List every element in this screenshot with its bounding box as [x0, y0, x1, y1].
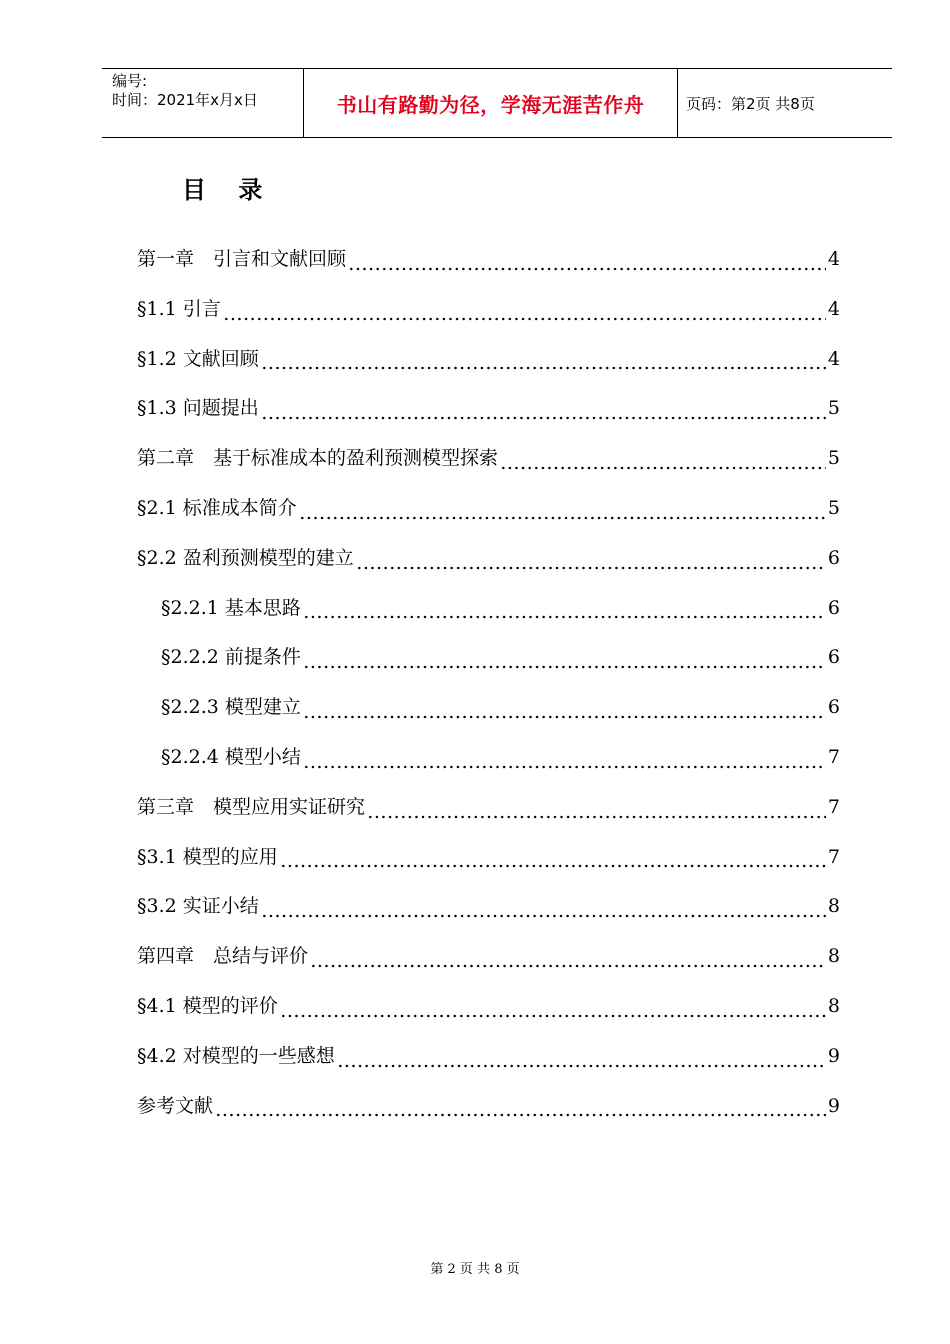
toc-entry-page: 7 [827, 795, 840, 818]
header-page-info [678, 69, 892, 137]
toc-entry-page: 6 [827, 696, 840, 719]
toc-entry-label: §2.2.1 基本思路 [161, 596, 301, 619]
toc-entry[interactable] [137, 882, 840, 932]
toc-entry[interactable] [137, 384, 840, 434]
toc-leader-dots [215, 1095, 826, 1117]
toc-entry-label: §2.2.2 前提条件 [161, 646, 301, 669]
toc-leader-dots [261, 398, 826, 420]
page-header [102, 68, 892, 138]
toc-entry-label: §1.2 文献回顾 [137, 347, 259, 370]
toc-entry-label: §4.2 对模型的一些感想 [137, 1044, 335, 1067]
toc-entry-label: §1.3 问题提出 [137, 397, 259, 420]
toc-leader-dots [310, 946, 826, 968]
toc-entry-label: 第一章 引言和文献回顾 [137, 248, 347, 270]
toc-entry-label: 参考文献 [137, 1094, 214, 1117]
toc-entry-page: 8 [827, 994, 840, 1017]
toc-leader-dots [261, 896, 826, 918]
toc-entry-page: 5 [827, 496, 840, 519]
toc-entry-page: 7 [827, 845, 840, 868]
toc-entry[interactable] [137, 1032, 840, 1082]
toc-entry[interactable] [137, 484, 840, 534]
toc-entry[interactable] [137, 584, 840, 634]
toc-leader-dots [223, 299, 826, 321]
toc-leader-dots [303, 747, 826, 769]
toc-entry-page: 6 [827, 546, 840, 569]
toc-title: 目 录 [182, 176, 275, 204]
toc-entry[interactable] [137, 285, 840, 335]
toc-leader-dots [303, 697, 826, 719]
toc-leader-dots [367, 797, 826, 819]
toc-entry-label: §2.2.3 模型建立 [161, 696, 301, 719]
toc-entry-page: 6 [827, 596, 840, 619]
toc-leader-dots [337, 1046, 826, 1068]
toc-leader-dots [280, 846, 826, 868]
toc-entry-label: §1.1 引言 [137, 297, 221, 320]
toc-leader-dots [299, 498, 826, 520]
toc-entry[interactable] [137, 335, 840, 385]
toc-entry-page: 6 [827, 646, 840, 669]
toc-entry[interactable] [137, 982, 840, 1032]
toc-entry-page: 9 [827, 1044, 840, 1067]
toc-entry-page: 4 [827, 297, 840, 320]
toc-entry[interactable] [137, 733, 840, 783]
toc-leader-dots [303, 597, 826, 619]
toc-leader-dots [261, 348, 826, 370]
toc-entry[interactable] [137, 1082, 840, 1132]
toc-entry-page: 4 [827, 347, 840, 370]
toc-leader-dots [356, 548, 826, 570]
toc-entry[interactable] [137, 932, 840, 982]
toc-entry-label: §2.1 标准成本简介 [137, 496, 297, 519]
toc-leader-dots [500, 448, 826, 470]
toc-entry-page: 9 [827, 1094, 840, 1117]
toc-entry-label: §2.2.4 模型小结 [161, 745, 301, 768]
toc-entry[interactable] [137, 434, 840, 484]
toc-entry-label: 第四章 总结与评价 [137, 945, 309, 968]
header-motto-cell [304, 69, 678, 137]
motto-text: 书山有路勤为径，学海无涯苦作舟 [336, 92, 645, 117]
toc-entry[interactable] [137, 833, 840, 883]
toc-leader-dots [303, 647, 826, 669]
toc-entry-page: 8 [827, 945, 840, 968]
toc-entry[interactable] [137, 683, 840, 733]
page-info-text: 页码：第2页 共8页 [686, 94, 815, 113]
number-label: 编号: [112, 72, 148, 90]
toc-entry-page: 5 [827, 397, 840, 420]
toc-entry-label: §3.2 实证小结 [137, 895, 259, 918]
time-label: 时间：2021年x月x日 [112, 91, 258, 109]
toc-entry-label: §4.1 模型的评价 [137, 994, 278, 1017]
toc-entry-page: 8 [827, 895, 840, 918]
table-of-contents [137, 235, 840, 1131]
toc-entry[interactable] [137, 633, 840, 683]
page-footer: 第 2 页 共 8 页 [430, 1262, 520, 1277]
toc-entry-page: 5 [827, 447, 840, 470]
toc-leader-dots [280, 996, 826, 1018]
toc-entry[interactable] [137, 783, 840, 833]
toc-entry-page: 4 [827, 248, 840, 270]
header-meta [102, 69, 304, 137]
toc-entry-page: 7 [827, 745, 840, 768]
toc-entry-label: 第二章 基于标准成本的盈利预测模型探索 [137, 447, 499, 470]
toc-entry[interactable] [137, 235, 840, 285]
toc-leader-dots [348, 249, 826, 271]
toc-entry-label: §2.2 盈利预测模型的建立 [137, 546, 354, 569]
toc-entry-label: §3.1 模型的应用 [137, 845, 278, 868]
toc-entry-label: 第三章 模型应用实证研究 [137, 795, 366, 818]
toc-entry[interactable] [137, 534, 840, 584]
